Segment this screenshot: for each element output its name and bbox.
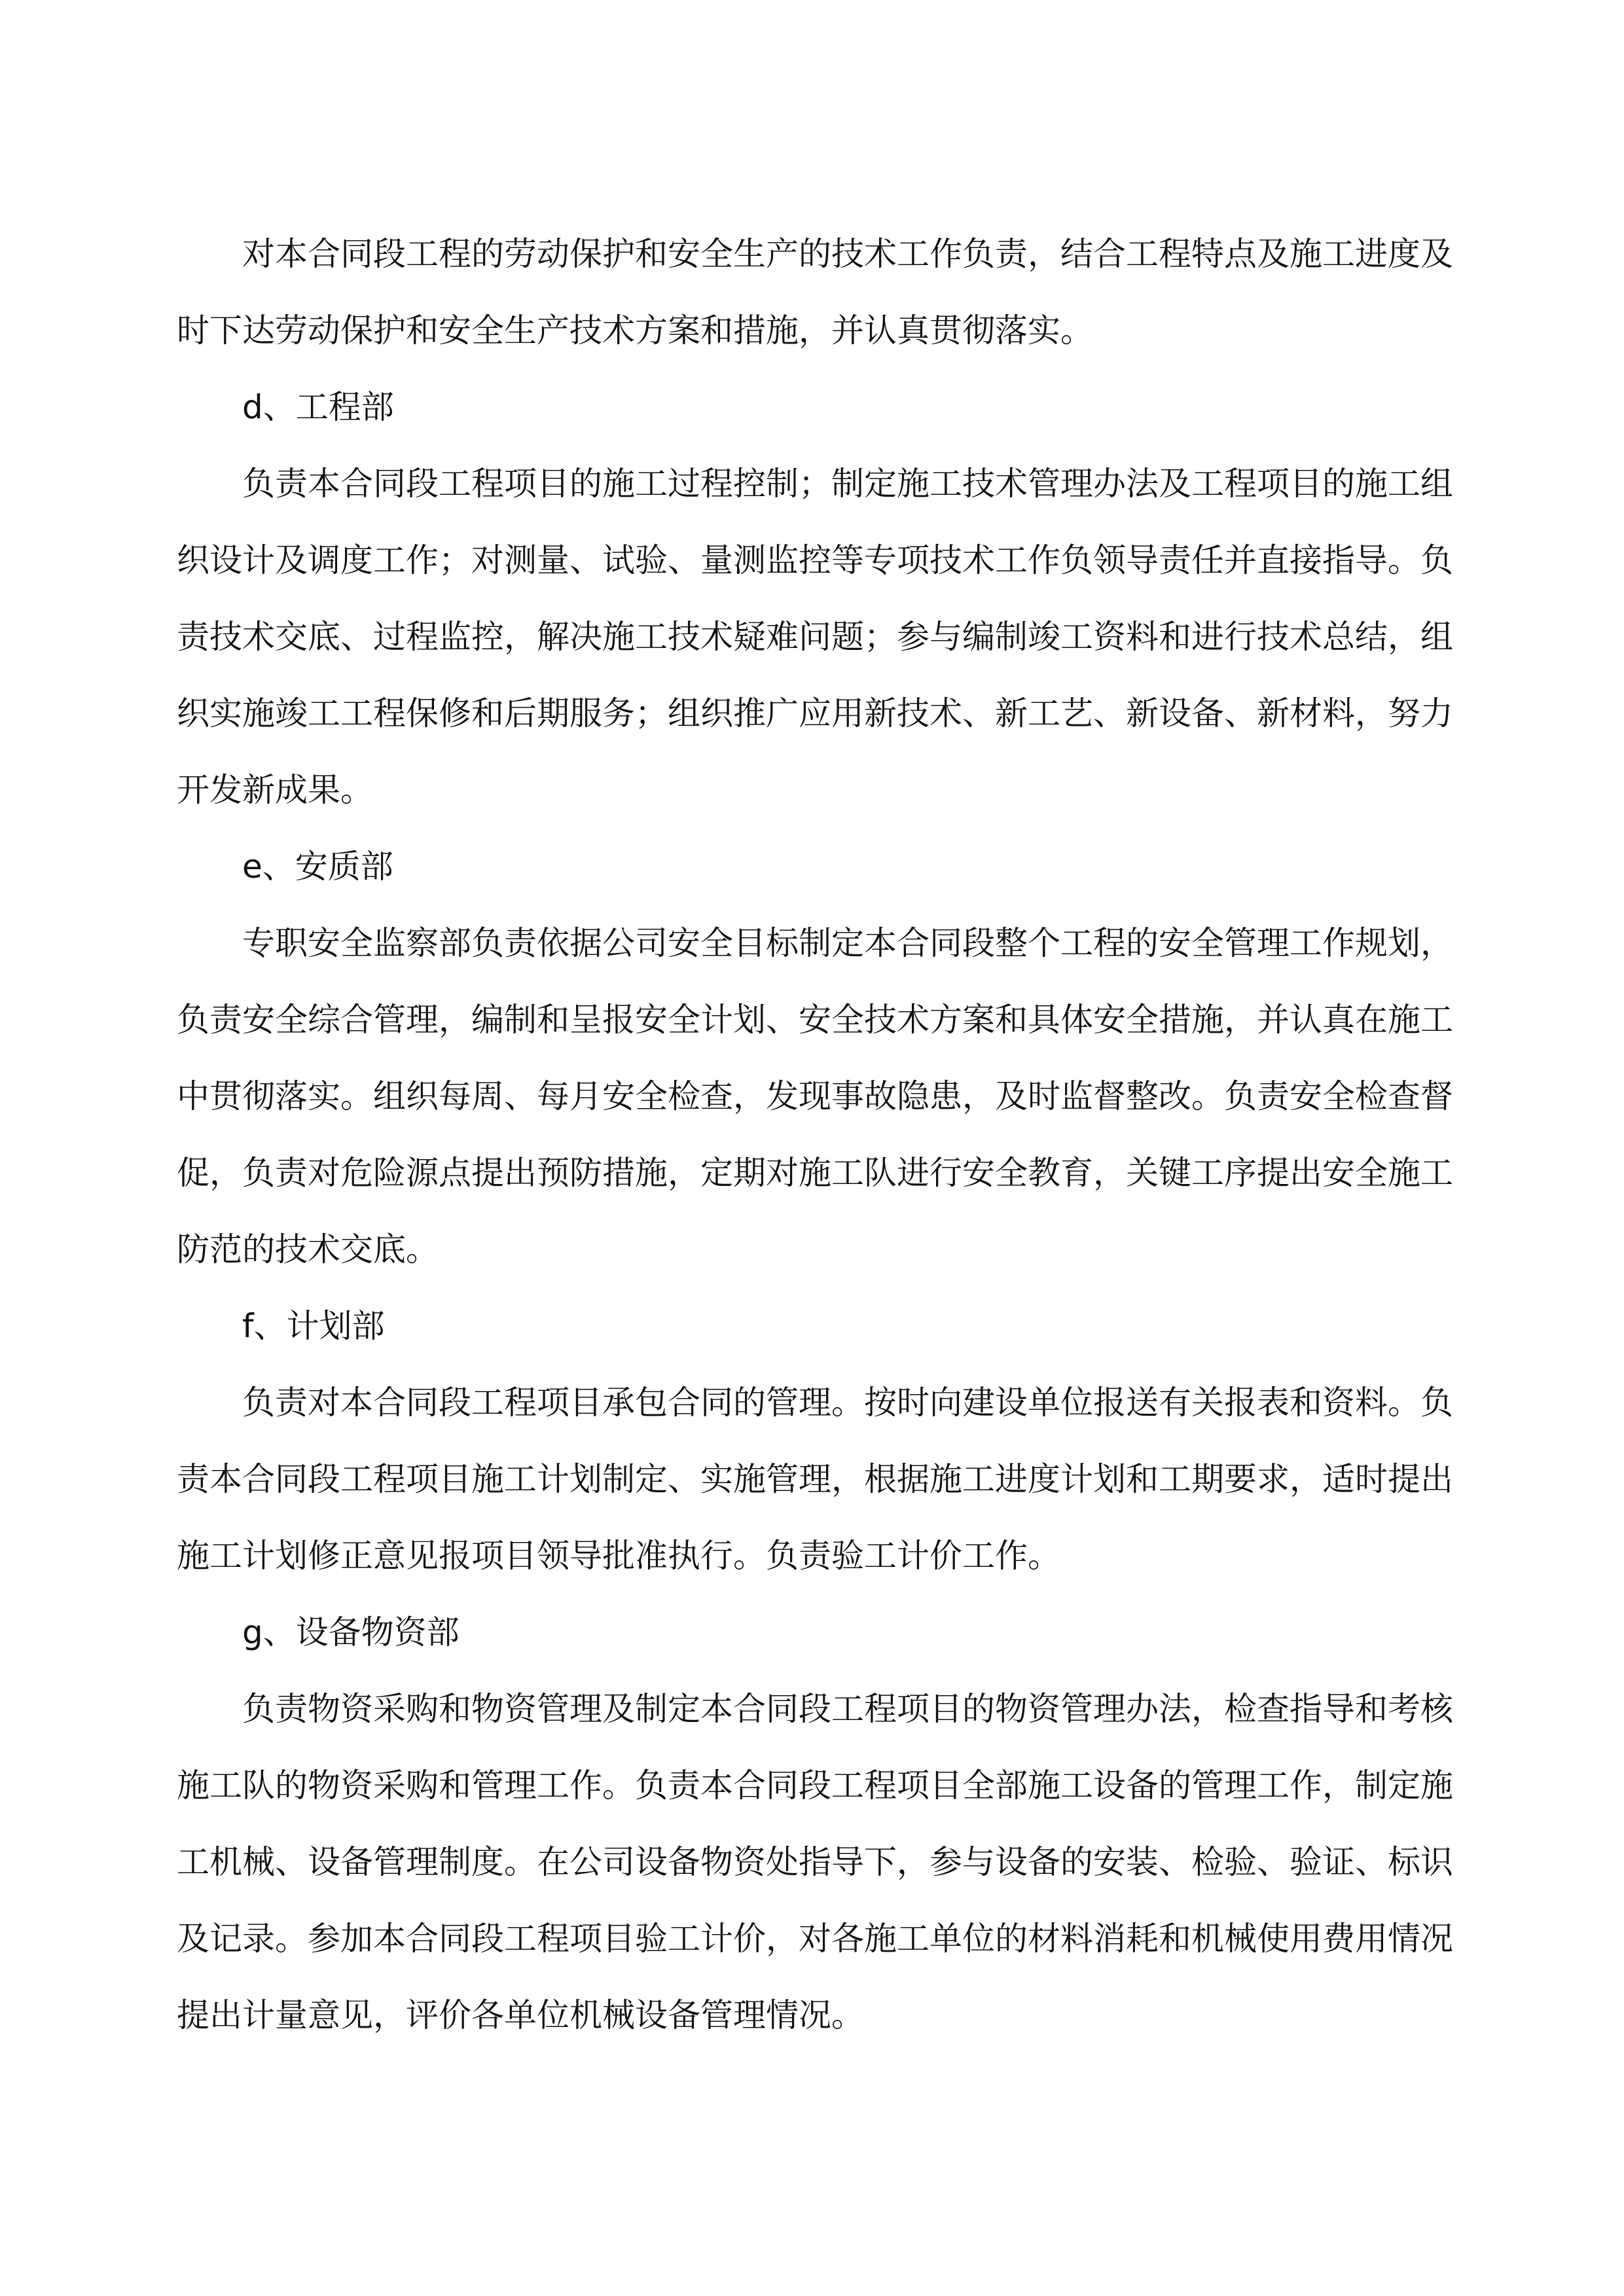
- heading-safety-quality-dept: e、安质部: [242, 848, 393, 886]
- heading-engineering-dept: d、工程部: [242, 388, 394, 426]
- heading-planning-dept: f、计划部: [242, 1307, 385, 1345]
- paragraph-labor-safety: 对本合同段工程的劳动保护和安全生产的技术工作负责，结合工程特点及施工进度及时下达劳动保护和安全生产技术方案和措施，并认真贯彻落实。: [177, 235, 1453, 350]
- heading-equipment-materials-dept: g、设备物资部: [242, 1613, 460, 1651]
- paragraph-planning-dept: 负责对本合同段工程项目承包合同的管理。按时向建设单位报送有关报表和资料。负责本合同段工程项目施工计划制定、实施管理，根据施工进度计划和工期要求，适时提出施工计划修正意见报项目领导批准执行。负责验工计价工作。: [177, 1384, 1453, 1575]
- paragraph-engineering-dept: 负责本合同段工程项目的施工过程控制；制定施工技术管理办法及工程项目的施工组织设计及调度工作；对测量、试验、量测监控等专项技术工作负领导责任并直接指导。负责技术交底、过程监控，解决施工技术疑难问题；参与编制竣工资料和进行技术总结，组织实施竣工工程保修和后期服务；组织推广应用新技术、新工艺、新设备、新材料，努力开发新成果。: [177, 465, 1453, 809]
- paragraph-safety-quality-dept: 专职安全监察部负责依据公司安全目标制定本合同段整个工程的安全管理工作规划，负责安全综合管理，编制和呈报安全计划、安全技术方案和具体安全措施，并认真在施工中贯彻落实。组织每周、每月安全检查，发现事故隐患，及时监督整改。负责安全检查督促，负责对危险源点提出预防措施，定期对施工队进行安全教育，关键工序提出安全施工防范的技术交底。: [177, 924, 1453, 1268]
- paragraph-equipment-materials-dept: 负责物资采购和物资管理及制定本合同段工程项目的物资管理办法，检查指导和考核施工队的物资采购和管理工作。负责本合同段工程项目全部施工设备的管理工作，制定施工机械、设备管理制度。在公司设备物资处指导下，参与设备的安装、检验、验证、标识及记录。参加本合同段工程项目验工计价，对各施工单位的材料消耗和机械使用费用情况提出计量意见，评价各单位机械设备管理情况。: [177, 1690, 1453, 2034]
- document-body: [177, 216, 1453, 2054]
